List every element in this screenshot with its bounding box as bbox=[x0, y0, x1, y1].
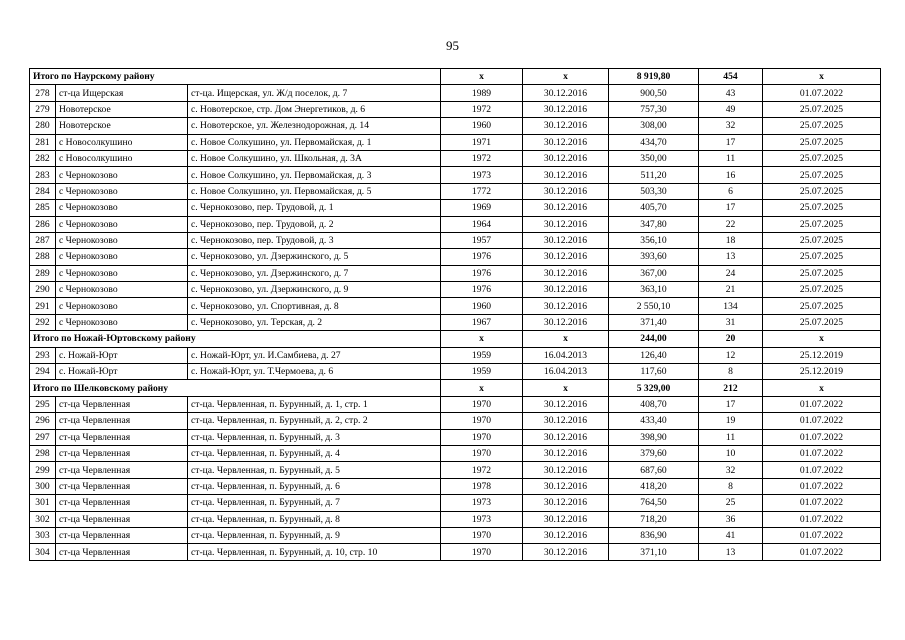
area-cell: 363,10 bbox=[609, 282, 699, 298]
table-row bbox=[30, 478, 881, 494]
table-row bbox=[30, 462, 881, 478]
settlement-cell: с. Ножай-Юрт bbox=[56, 364, 188, 380]
table-row bbox=[30, 216, 881, 232]
settlement-cell: с. Ножай-Юрт bbox=[56, 347, 188, 363]
table-row bbox=[30, 495, 881, 511]
table-row bbox=[30, 200, 881, 216]
year-cell: 1989 bbox=[441, 85, 523, 101]
date-cell: 30.12.2016 bbox=[523, 298, 609, 314]
page-number: 95 bbox=[446, 38, 459, 53]
date-cell: 30.12.2016 bbox=[523, 150, 609, 166]
row-number-cell: 304 bbox=[30, 544, 56, 560]
year-cell: 1976 bbox=[441, 265, 523, 281]
total-deadline-cell: х bbox=[763, 69, 881, 85]
deadline-cell: 01.07.2022 bbox=[763, 445, 881, 461]
residents-count-cell: 17 bbox=[699, 200, 763, 216]
deadline-cell: 25.07.2025 bbox=[763, 216, 881, 232]
year-cell: 1973 bbox=[441, 495, 523, 511]
year-cell: 1973 bbox=[441, 167, 523, 183]
district-total-row bbox=[30, 69, 881, 85]
settlement-cell: с Чернокозово bbox=[56, 314, 188, 330]
deadline-cell: 25.07.2025 bbox=[763, 298, 881, 314]
address-cell: с. Новое Солкушино, ул. Школьная, д. 3А bbox=[188, 150, 441, 166]
date-cell: 30.12.2016 bbox=[523, 478, 609, 494]
residents-count-cell: 16 bbox=[699, 167, 763, 183]
year-cell: 1970 bbox=[441, 396, 523, 412]
residents-count-cell: 19 bbox=[699, 413, 763, 429]
row-number-cell: 287 bbox=[30, 232, 56, 248]
residents-count-cell: 32 bbox=[699, 462, 763, 478]
total-area-cell: 8 919,80 bbox=[609, 69, 699, 85]
area-cell: 764,50 bbox=[609, 495, 699, 511]
table-row bbox=[30, 347, 881, 363]
row-number-cell: 303 bbox=[30, 527, 56, 543]
deadline-cell: 01.07.2022 bbox=[763, 429, 881, 445]
settlement-cell: ст-ца Червленная bbox=[56, 396, 188, 412]
deadline-cell: 01.07.2022 bbox=[763, 462, 881, 478]
table-row bbox=[30, 249, 881, 265]
date-cell: 30.12.2016 bbox=[523, 183, 609, 199]
row-number-cell: 283 bbox=[30, 167, 56, 183]
deadline-cell: 01.07.2022 bbox=[763, 527, 881, 543]
row-number-cell: 296 bbox=[30, 413, 56, 429]
housing-registry-table bbox=[29, 68, 881, 561]
date-cell: 30.12.2016 bbox=[523, 265, 609, 281]
total-date-cell: х bbox=[523, 331, 609, 347]
total-deadline-cell: х bbox=[763, 380, 881, 396]
row-number-cell: 298 bbox=[30, 445, 56, 461]
year-cell: 1972 bbox=[441, 101, 523, 117]
residents-count-cell: 10 bbox=[699, 445, 763, 461]
area-cell: 371,40 bbox=[609, 314, 699, 330]
date-cell: 30.12.2016 bbox=[523, 544, 609, 560]
address-cell: с. Чернокозово, пер. Трудовой, д. 2 bbox=[188, 216, 441, 232]
row-number-cell: 288 bbox=[30, 249, 56, 265]
address-cell: с. Чернокозово, пер. Трудовой, д. 1 bbox=[188, 200, 441, 216]
table-row bbox=[30, 298, 881, 314]
residents-count-cell: 24 bbox=[699, 265, 763, 281]
residents-count-cell: 41 bbox=[699, 527, 763, 543]
year-cell: 1976 bbox=[441, 249, 523, 265]
settlement-cell: с Чернокозово bbox=[56, 183, 188, 199]
residents-count-cell: 134 bbox=[699, 298, 763, 314]
residents-count-cell: 22 bbox=[699, 216, 763, 232]
address-cell: с. Новое Солкушино, ул. Первомайская, д. 5 bbox=[188, 183, 441, 199]
area-cell: 687,60 bbox=[609, 462, 699, 478]
row-number-cell: 278 bbox=[30, 85, 56, 101]
year-cell: 1973 bbox=[441, 511, 523, 527]
area-cell: 757,30 bbox=[609, 101, 699, 117]
date-cell: 30.12.2016 bbox=[523, 511, 609, 527]
residents-count-cell: 17 bbox=[699, 396, 763, 412]
table-row bbox=[30, 85, 881, 101]
row-number-cell: 279 bbox=[30, 101, 56, 117]
district-total-label: Итого по Шелковскому району bbox=[30, 380, 441, 396]
settlement-cell: с Чернокозово bbox=[56, 249, 188, 265]
address-cell: ст-ца. Червленная, п. Бурунный, д. 10, стр. 10 bbox=[188, 544, 441, 560]
table-row bbox=[30, 544, 881, 560]
address-cell: ст-ца. Червленная, п. Бурунный, д. 2, стр. 2 bbox=[188, 413, 441, 429]
table-row bbox=[30, 232, 881, 248]
total-date-cell: х bbox=[523, 69, 609, 85]
row-number-cell: 300 bbox=[30, 478, 56, 494]
deadline-cell: 25.07.2025 bbox=[763, 118, 881, 134]
area-cell: 718,20 bbox=[609, 511, 699, 527]
year-cell: 1959 bbox=[441, 347, 523, 363]
year-cell: 1970 bbox=[441, 544, 523, 560]
address-cell: ст-ца. Червленная, п. Бурунный, д. 8 bbox=[188, 511, 441, 527]
settlement-cell: с Новосолкушино bbox=[56, 134, 188, 150]
year-cell: 1964 bbox=[441, 216, 523, 232]
total-count-cell: 20 bbox=[699, 331, 763, 347]
area-cell: 347,80 bbox=[609, 216, 699, 232]
row-number-cell: 285 bbox=[30, 200, 56, 216]
residents-count-cell: 31 bbox=[699, 314, 763, 330]
row-number-cell: 294 bbox=[30, 364, 56, 380]
total-year-cell: х bbox=[441, 380, 523, 396]
date-cell: 30.12.2016 bbox=[523, 445, 609, 461]
residents-count-cell: 13 bbox=[699, 544, 763, 560]
settlement-cell: Новотерское bbox=[56, 101, 188, 117]
date-cell: 30.12.2016 bbox=[523, 85, 609, 101]
address-cell: с. Новотерское, стр. Дом Энергетиков, д. 6 bbox=[188, 101, 441, 117]
settlement-cell: ст-ца Червленная bbox=[56, 413, 188, 429]
row-number-cell: 282 bbox=[30, 150, 56, 166]
residents-count-cell: 13 bbox=[699, 249, 763, 265]
year-cell: 1976 bbox=[441, 282, 523, 298]
table-row bbox=[30, 527, 881, 543]
address-cell: ст-ца. Червленная, п. Бурунный, д. 7 bbox=[188, 495, 441, 511]
total-count-cell: 454 bbox=[699, 69, 763, 85]
row-number-cell: 301 bbox=[30, 495, 56, 511]
date-cell: 30.12.2016 bbox=[523, 462, 609, 478]
table-row bbox=[30, 314, 881, 330]
area-cell: 371,10 bbox=[609, 544, 699, 560]
area-cell: 433,40 bbox=[609, 413, 699, 429]
area-cell: 503,30 bbox=[609, 183, 699, 199]
deadline-cell: 25.12.2019 bbox=[763, 364, 881, 380]
residents-count-cell: 32 bbox=[699, 118, 763, 134]
residents-count-cell: 49 bbox=[699, 101, 763, 117]
year-cell: 1972 bbox=[441, 462, 523, 478]
registry-body bbox=[30, 69, 881, 561]
area-cell: 836,90 bbox=[609, 527, 699, 543]
deadline-cell: 25.07.2025 bbox=[763, 282, 881, 298]
date-cell: 30.12.2016 bbox=[523, 249, 609, 265]
settlement-cell: ст-ца Ищерская bbox=[56, 85, 188, 101]
area-cell: 511,20 bbox=[609, 167, 699, 183]
date-cell: 30.12.2016 bbox=[523, 232, 609, 248]
table-row bbox=[30, 183, 881, 199]
deadline-cell: 25.07.2025 bbox=[763, 314, 881, 330]
deadline-cell: 01.07.2022 bbox=[763, 495, 881, 511]
residents-count-cell: 8 bbox=[699, 364, 763, 380]
area-cell: 367,00 bbox=[609, 265, 699, 281]
residents-count-cell: 25 bbox=[699, 495, 763, 511]
address-cell: с. Чернокозово, ул. Дзержинского, д. 9 bbox=[188, 282, 441, 298]
date-cell: 30.12.2016 bbox=[523, 118, 609, 134]
date-cell: 30.12.2016 bbox=[523, 495, 609, 511]
address-cell: с. Чернокозово, ул. Дзержинского, д. 7 bbox=[188, 265, 441, 281]
table-row bbox=[30, 413, 881, 429]
row-number-cell: 280 bbox=[30, 118, 56, 134]
address-cell: ст-ца. Червленная, п. Бурунный, д. 4 bbox=[188, 445, 441, 461]
year-cell: 1772 bbox=[441, 183, 523, 199]
row-number-cell: 286 bbox=[30, 216, 56, 232]
table-row bbox=[30, 429, 881, 445]
date-cell: 30.12.2016 bbox=[523, 200, 609, 216]
area-cell: 350,00 bbox=[609, 150, 699, 166]
district-total-row bbox=[30, 380, 881, 396]
residents-count-cell: 6 bbox=[699, 183, 763, 199]
row-number-cell: 290 bbox=[30, 282, 56, 298]
area-cell: 356,10 bbox=[609, 232, 699, 248]
table-row bbox=[30, 134, 881, 150]
date-cell: 30.12.2016 bbox=[523, 429, 609, 445]
settlement-cell: с Новосолкушино bbox=[56, 150, 188, 166]
area-cell: 418,20 bbox=[609, 478, 699, 494]
table-row bbox=[30, 511, 881, 527]
year-cell: 1959 bbox=[441, 364, 523, 380]
settlement-cell: с Чернокозово bbox=[56, 200, 188, 216]
row-number-cell: 302 bbox=[30, 511, 56, 527]
address-cell: с. Чернокозово, ул. Терская, д. 2 bbox=[188, 314, 441, 330]
table-row bbox=[30, 282, 881, 298]
deadline-cell: 01.07.2022 bbox=[763, 85, 881, 101]
year-cell: 1972 bbox=[441, 150, 523, 166]
year-cell: 1971 bbox=[441, 134, 523, 150]
address-cell: с. Ножай-Юрт, ул. Т.Чермоева, д. 6 bbox=[188, 364, 441, 380]
year-cell: 1967 bbox=[441, 314, 523, 330]
total-count-cell: 212 bbox=[699, 380, 763, 396]
area-cell: 379,60 bbox=[609, 445, 699, 461]
area-cell: 393,60 bbox=[609, 249, 699, 265]
table-row bbox=[30, 150, 881, 166]
total-area-cell: 244,00 bbox=[609, 331, 699, 347]
area-cell: 126,40 bbox=[609, 347, 699, 363]
residents-count-cell: 12 bbox=[699, 347, 763, 363]
deadline-cell: 25.07.2025 bbox=[763, 150, 881, 166]
row-number-cell: 292 bbox=[30, 314, 56, 330]
total-date-cell: х bbox=[523, 380, 609, 396]
row-number-cell: 284 bbox=[30, 183, 56, 199]
deadline-cell: 01.07.2022 bbox=[763, 478, 881, 494]
settlement-cell: Новотерское bbox=[56, 118, 188, 134]
address-cell: ст-ца. Червленная, п. Бурунный, д. 1, стр. 1 bbox=[188, 396, 441, 412]
year-cell: 1970 bbox=[441, 445, 523, 461]
settlement-cell: с Чернокозово bbox=[56, 232, 188, 248]
settlement-cell: с Чернокозово bbox=[56, 167, 188, 183]
settlement-cell: с Чернокозово bbox=[56, 216, 188, 232]
area-cell: 408,70 bbox=[609, 396, 699, 412]
deadline-cell: 25.07.2025 bbox=[763, 265, 881, 281]
residents-count-cell: 8 bbox=[699, 478, 763, 494]
table-row bbox=[30, 396, 881, 412]
address-cell: с. Чернокозово, ул. Спортивная, д. 8 bbox=[188, 298, 441, 314]
date-cell: 30.12.2016 bbox=[523, 216, 609, 232]
deadline-cell: 25.07.2025 bbox=[763, 232, 881, 248]
table-row bbox=[30, 445, 881, 461]
address-cell: с. Новое Солкушино, ул. Первомайская, д. 3 bbox=[188, 167, 441, 183]
total-year-cell: х bbox=[441, 69, 523, 85]
address-cell: ст-ца. Ищерская, ул. Ж/д поселок, д. 7 bbox=[188, 85, 441, 101]
settlement-cell: ст-ца Червленная bbox=[56, 445, 188, 461]
table-row bbox=[30, 364, 881, 380]
year-cell: 1957 bbox=[441, 232, 523, 248]
residents-count-cell: 21 bbox=[699, 282, 763, 298]
total-deadline-cell: х bbox=[763, 331, 881, 347]
date-cell: 30.12.2016 bbox=[523, 134, 609, 150]
table-row bbox=[30, 265, 881, 281]
residents-count-cell: 18 bbox=[699, 232, 763, 248]
area-cell: 2 550,10 bbox=[609, 298, 699, 314]
year-cell: 1960 bbox=[441, 118, 523, 134]
row-number-cell: 293 bbox=[30, 347, 56, 363]
deadline-cell: 25.07.2025 bbox=[763, 167, 881, 183]
deadline-cell: 01.07.2022 bbox=[763, 544, 881, 560]
year-cell: 1970 bbox=[441, 413, 523, 429]
date-cell: 30.12.2016 bbox=[523, 167, 609, 183]
settlement-cell: ст-ца Червленная bbox=[56, 527, 188, 543]
settlement-cell: с Чернокозово bbox=[56, 265, 188, 281]
address-cell: ст-ца. Червленная, п. Бурунный, д. 9 bbox=[188, 527, 441, 543]
row-number-cell: 295 bbox=[30, 396, 56, 412]
deadline-cell: 01.07.2022 bbox=[763, 396, 881, 412]
row-number-cell: 297 bbox=[30, 429, 56, 445]
date-cell: 30.12.2016 bbox=[523, 413, 609, 429]
settlement-cell: ст-ца Червленная bbox=[56, 511, 188, 527]
date-cell: 30.12.2016 bbox=[523, 101, 609, 117]
address-cell: ст-ца. Червленная, п. Бурунный, д. 6 bbox=[188, 478, 441, 494]
date-cell: 30.12.2016 bbox=[523, 527, 609, 543]
deadline-cell: 01.07.2022 bbox=[763, 413, 881, 429]
address-cell: с. Ножай-Юрт, ул. И.Самбиева, д. 27 bbox=[188, 347, 441, 363]
area-cell: 398,90 bbox=[609, 429, 699, 445]
district-total-row bbox=[30, 331, 881, 347]
deadline-cell: 25.07.2025 bbox=[763, 101, 881, 117]
address-cell: с. Новотерское, ул. Железнодорожная, д. 14 bbox=[188, 118, 441, 134]
row-number-cell: 299 bbox=[30, 462, 56, 478]
settlement-cell: ст-ца Червленная bbox=[56, 462, 188, 478]
row-number-cell: 289 bbox=[30, 265, 56, 281]
residents-count-cell: 36 bbox=[699, 511, 763, 527]
residents-count-cell: 43 bbox=[699, 85, 763, 101]
year-cell: 1970 bbox=[441, 527, 523, 543]
deadline-cell: 25.07.2025 bbox=[763, 183, 881, 199]
row-number-cell: 291 bbox=[30, 298, 56, 314]
date-cell: 30.12.2016 bbox=[523, 282, 609, 298]
settlement-cell: с Чернокозово bbox=[56, 282, 188, 298]
deadline-cell: 25.07.2025 bbox=[763, 249, 881, 265]
date-cell: 16.04.2013 bbox=[523, 347, 609, 363]
area-cell: 900,50 bbox=[609, 85, 699, 101]
address-cell: с. Чернокозово, пер. Трудовой, д. 3 bbox=[188, 232, 441, 248]
year-cell: 1969 bbox=[441, 200, 523, 216]
deadline-cell: 25.07.2025 bbox=[763, 200, 881, 216]
total-year-cell: х bbox=[441, 331, 523, 347]
area-cell: 308,00 bbox=[609, 118, 699, 134]
district-total-label: Итого по Ножай-Юртовскому району bbox=[30, 331, 441, 347]
settlement-cell: ст-ца Червленная bbox=[56, 429, 188, 445]
address-cell: ст-ца. Червленная, п. Бурунный, д. 3 bbox=[188, 429, 441, 445]
settlement-cell: с Чернокозово bbox=[56, 298, 188, 314]
date-cell: 16.04.2013 bbox=[523, 364, 609, 380]
deadline-cell: 01.07.2022 bbox=[763, 511, 881, 527]
settlement-cell: ст-ца Червленная bbox=[56, 478, 188, 494]
date-cell: 30.12.2016 bbox=[523, 314, 609, 330]
deadline-cell: 25.07.2025 bbox=[763, 134, 881, 150]
row-number-cell: 281 bbox=[30, 134, 56, 150]
area-cell: 405,70 bbox=[609, 200, 699, 216]
residents-count-cell: 11 bbox=[699, 150, 763, 166]
year-cell: 1960 bbox=[441, 298, 523, 314]
year-cell: 1978 bbox=[441, 478, 523, 494]
residents-count-cell: 17 bbox=[699, 134, 763, 150]
area-cell: 434,70 bbox=[609, 134, 699, 150]
table-row bbox=[30, 101, 881, 117]
settlement-cell: ст-ца Червленная bbox=[56, 544, 188, 560]
area-cell: 117,60 bbox=[609, 364, 699, 380]
residents-count-cell: 11 bbox=[699, 429, 763, 445]
year-cell: 1970 bbox=[441, 429, 523, 445]
table-row bbox=[30, 167, 881, 183]
table-row bbox=[30, 118, 881, 134]
address-cell: ст-ца. Червленная, п. Бурунный, д. 5 bbox=[188, 462, 441, 478]
address-cell: с. Новое Солкушино, ул. Первомайская, д. 1 bbox=[188, 134, 441, 150]
deadline-cell: 25.12.2019 bbox=[763, 347, 881, 363]
date-cell: 30.12.2016 bbox=[523, 396, 609, 412]
settlement-cell: ст-ца Червленная bbox=[56, 495, 188, 511]
address-cell: с. Чернокозово, ул. Дзержинского, д. 5 bbox=[188, 249, 441, 265]
total-area-cell: 5 329,00 bbox=[609, 380, 699, 396]
district-total-label: Итого по Наурскому району bbox=[30, 69, 441, 85]
